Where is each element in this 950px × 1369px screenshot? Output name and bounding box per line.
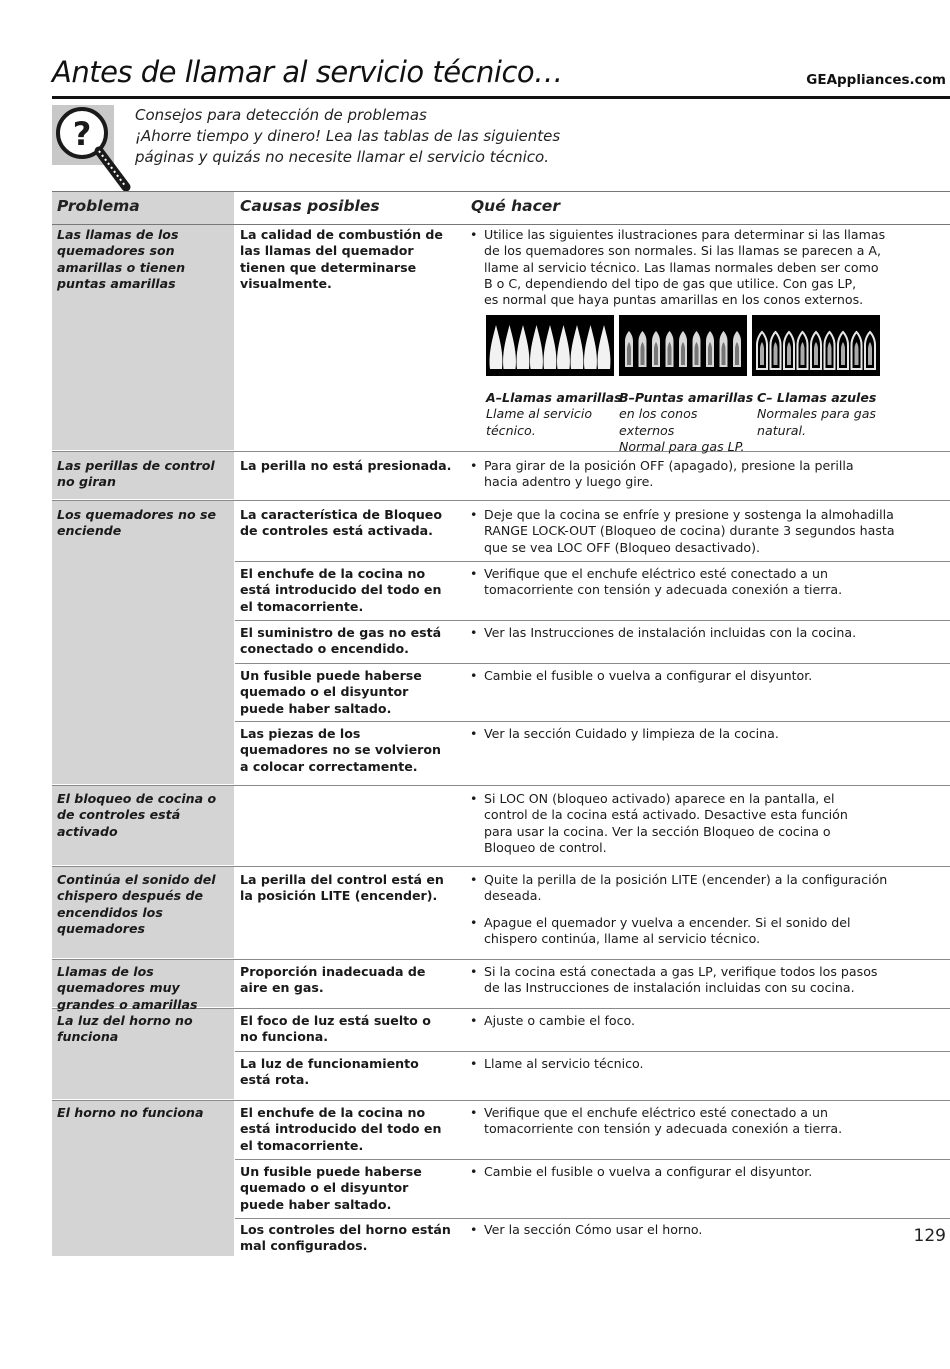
what-to-do-bullet: • Cambie el fusible o vuelva a configurar el disyuntor. (470, 1164, 940, 1180)
flame-inner-cone (668, 342, 672, 365)
what-to-do-bullet: • Ver la sección Cómo usar el horno. (470, 1222, 940, 1238)
header-problem: Problema (57, 197, 140, 215)
problem-band (52, 1101, 234, 1256)
flame-shape (598, 325, 611, 369)
cause-cell: La perilla no está presionada. (240, 458, 452, 473)
svg-text:?: ? (72, 115, 92, 153)
what-to-do-cell (470, 726, 940, 752)
row-divider (235, 721, 950, 722)
row-divider (52, 959, 950, 960)
problem-band (52, 501, 234, 784)
flame-inner-cone (855, 342, 859, 365)
tips-block (135, 105, 560, 168)
flame-inner-cone (760, 342, 764, 365)
problem-cell: La luz del horno no funciona (57, 1013, 193, 1045)
flame-shape (584, 325, 597, 369)
flame-inner-cone (641, 342, 645, 365)
tips-line: páginas y quizás no necesite llamar el servicio técnico. (135, 148, 549, 166)
flame-caption-text: Normales para gas (757, 406, 876, 422)
flame-inner-cone (681, 342, 685, 365)
what-to-do-cell (470, 1164, 940, 1190)
what-to-do-cell (470, 872, 940, 957)
problem-cell: Los quemadores no se enciende (57, 507, 217, 539)
what-to-do-bullet: • Ver la sección Cuidado y limpieza de la cocina. (470, 726, 940, 742)
flame-inner-cone (814, 342, 818, 365)
row-divider (235, 1218, 950, 1219)
cause-cell: Un fusible puede haberse quemado o el disyuntor puede haber saltado. (240, 668, 422, 716)
what-to-do-bullet: • Para girar de la posición OFF (apagado), presione la perilla hacia adentro y luego gire. (470, 458, 940, 491)
problem-cell: El horno no funciona (57, 1105, 204, 1120)
what-to-do-bullet: • Cambie el fusible o vuelva a configurar el disyuntor. (470, 668, 940, 684)
flame-inner-cone (735, 342, 739, 365)
flame-shape (571, 325, 584, 369)
flame-inner-cone (868, 342, 872, 365)
header-what-to-do: Qué hacer (471, 197, 560, 215)
what-to-do-cell (470, 1222, 940, 1248)
row-divider (235, 1051, 950, 1052)
cause-cell: La luz de funcionamiento está rota. (240, 1056, 419, 1088)
cause-cell: Proporción inadecuada de aire en gas. (240, 964, 426, 996)
flame-caption-text: Normal para gas LP. (619, 438, 745, 454)
flame-inner-cone (708, 342, 712, 365)
what-to-do-cell (470, 566, 940, 609)
row-divider (235, 663, 950, 664)
what-to-do-cell (470, 507, 940, 566)
header-causes: Causas posibles (240, 197, 380, 215)
what-to-do-bullet: • Utilice las siguientes ilustraciones para determinar si las llamas de los quemadores son normales. Si las llamas se parecen a A, llame al servicio técnico. Las llamas normales deben ser como B o C, dependiendo del tipo de gas que utilice. Con gas LP, es normal que haya puntas amarillas en los conos externos. (470, 227, 940, 308)
flame-inner-cone (801, 342, 805, 365)
what-to-do-cell (470, 964, 940, 1007)
flame-inner-cone (722, 342, 726, 365)
flame-image-a (486, 315, 614, 376)
site-url: GEAppliances.com (806, 72, 946, 88)
what-to-do-cell (470, 668, 940, 694)
row-divider (52, 785, 950, 786)
what-to-do-cell (470, 227, 940, 318)
page-number: 129 (913, 1226, 946, 1246)
problem-cell: Las perillas de control no giran (57, 458, 215, 490)
what-to-do-cell (470, 1105, 940, 1148)
table-header (52, 191, 950, 225)
flame-image-b (619, 315, 747, 376)
flame-inner-cone (841, 342, 845, 365)
problem-cell: Las llamas de los quemadores son amarillas o tienen puntas amarillas (57, 227, 186, 291)
problem-cell: Continúa el sonido del chispero después de encendidos los quemadores (57, 872, 216, 936)
what-to-do-bullet: • Si la cocina está conectada a gas LP, verifique todos los pasos de las Instrucciones de instalación incluidas con su cocina. (470, 964, 940, 997)
what-to-do-bullet: • Ver las Instrucciones de instalación incluidas con la cocina. (470, 625, 940, 641)
what-to-do-bullet: • Deje que la cocina se enfríe y presione y sostenga la almohadilla RANGE LOCK-OUT (Bloqueo de cocina) durante 3 segundos hasta que se vea LOC OFF (Bloqueo desactivado). (470, 507, 940, 556)
flame-caption-text: Llame al servicio (486, 406, 593, 422)
cause-cell: El foco de luz está suelto o no funciona. (240, 1013, 431, 1045)
cause-cell: La calidad de combustión de las llamas del quemador tienen que determinarse visualmente. (240, 227, 443, 291)
row-divider (52, 1100, 950, 1101)
what-to-do-bullet: • Apague el quemador y vuelva a encender. Si el sonido del chispero continúa, llame al servicio técnico. (470, 915, 940, 948)
problem-cell: El bloqueo de cocina o de controles está activado (57, 791, 217, 839)
flame-inner-cone (627, 342, 631, 365)
cause-cell: El enchufe de la cocina no está introducido del todo en el tomacorriente. (240, 566, 442, 614)
tips-line: ¡Ahorre tiempo y dinero! Lea las tablas de las siguientes (135, 127, 561, 145)
flame-shape (503, 325, 516, 369)
what-to-do-bullet: • Quite la perilla de la posición LITE (encender) a la configuración deseada. (470, 872, 940, 905)
cause-cell: Los controles del horno están mal configurados. (240, 1222, 451, 1254)
flame-shape (544, 325, 557, 369)
flame-shape (530, 325, 543, 369)
flame-inner-cone (774, 342, 778, 365)
cause-cell: Un fusible puede haberse quemado o el disyuntor puede haber saltado. (240, 1164, 422, 1212)
problem-cell: Llamas de los quemadores muy grandes o amarillas (57, 964, 198, 1012)
title-rule (52, 96, 950, 99)
flame-shape (490, 325, 503, 369)
cause-cell: El enchufe de la cocina no está introducido del todo en el tomacorriente. (240, 1105, 442, 1153)
what-to-do-bullet: • Verifique que el enchufe eléctrico esté conectado a un tomacorriente con tensión y adecuada conexión a tierra. (470, 1105, 940, 1138)
cause-cell: El suministro de gas no está conectado o encendido. (240, 625, 442, 657)
page-title: Antes de llamar al servicio técnico… (52, 55, 563, 89)
what-to-do-bullet: • Llame al servicio técnico. (470, 1056, 940, 1072)
flame-caption-text: técnico. (486, 422, 536, 438)
what-to-do-cell (470, 791, 940, 866)
flame-inner-cone (654, 342, 658, 365)
flame-shape (557, 325, 570, 369)
flame-caption-text: natural. (757, 422, 807, 438)
cause-cell: Las piezas de los quemadores no se volvieron a colocar correctamente. (240, 726, 441, 774)
flame-caption-a (486, 390, 622, 439)
cause-cell: La perilla del control está en la posición LITE (encender). (240, 872, 444, 904)
magnifier-question-icon (52, 105, 134, 193)
flame-caption-title: B–Puntas amarillas (619, 390, 754, 405)
flame-shape (517, 325, 530, 369)
tips-line: Consejos para detección de problemas (135, 106, 427, 124)
what-to-do-cell (470, 1013, 940, 1039)
row-divider (235, 1159, 950, 1160)
flame-caption-title: C– Llamas azules (757, 390, 877, 405)
flame-caption-b (619, 390, 755, 455)
what-to-do-cell (470, 625, 940, 651)
row-divider (52, 451, 950, 452)
flame-caption-c (757, 390, 893, 439)
flame-inner-cone (787, 342, 791, 365)
flame-caption-text: en los conos externos (619, 406, 698, 438)
flame-caption-title: A–Llamas amarillas (486, 390, 622, 405)
flame-inner-cone (828, 342, 832, 365)
what-to-do-cell (470, 1056, 940, 1082)
row-divider (235, 620, 950, 621)
what-to-do-bullet: • Ajuste o cambie el foco. (470, 1013, 940, 1029)
what-to-do-cell (470, 458, 940, 501)
flame-inner-cone (695, 342, 699, 365)
what-to-do-bullet: • Verifique que el enchufe eléctrico esté conectado a un tomacorriente con tensión y adecuada conexión a tierra. (470, 566, 940, 599)
flame-image-c (752, 315, 880, 376)
what-to-do-bullet: • Si LOC ON (bloqueo activado) aparece en la pantalla, el control de la cocina está activado. Desactive esta función para usar la cocina. Ver la sección Bloqueo de cocina o Bloqueo de control. (470, 791, 940, 856)
cause-cell: La característica de Bloqueo de controles está activada. (240, 507, 442, 539)
